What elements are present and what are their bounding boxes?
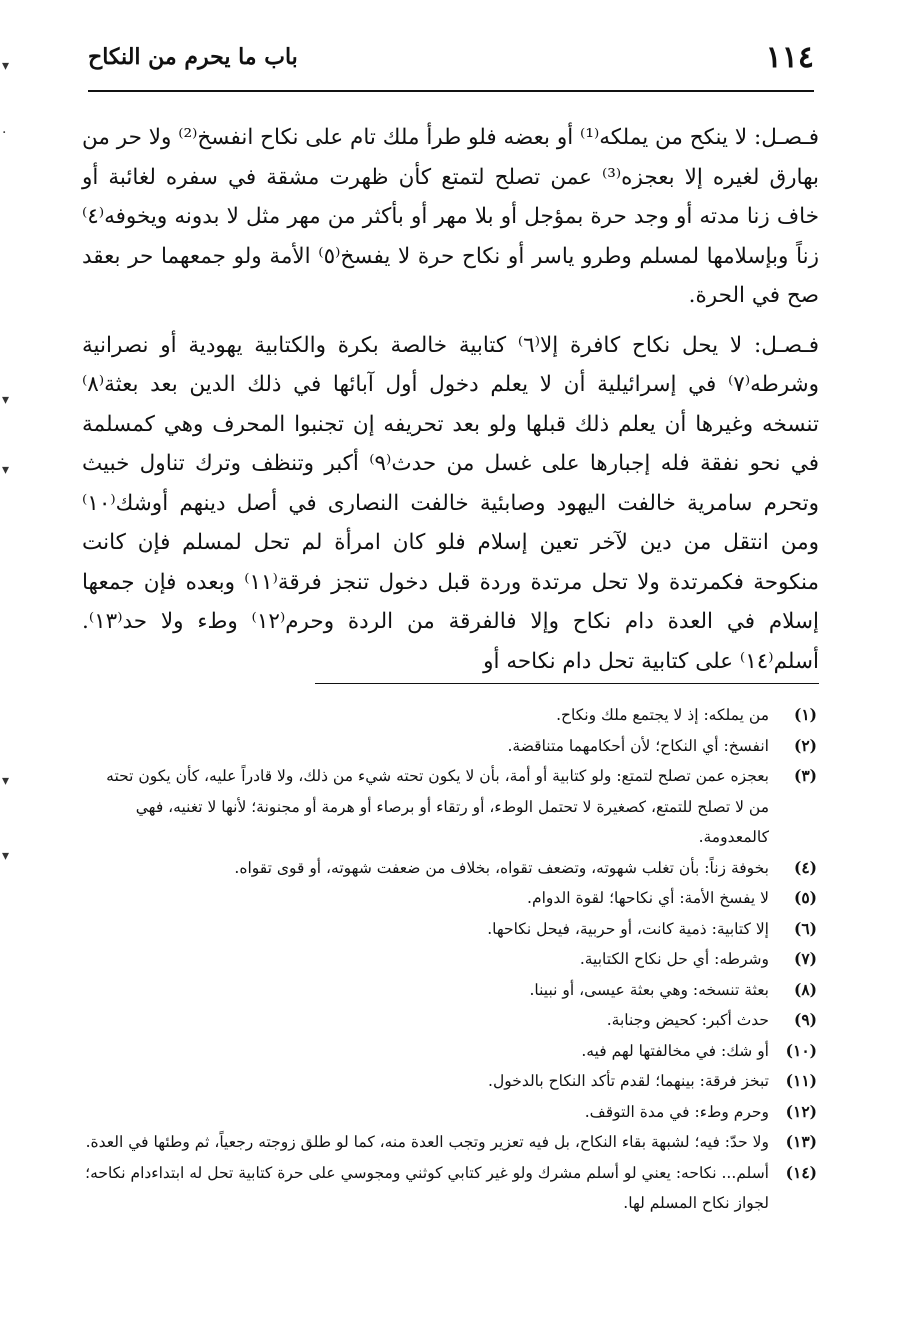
running-title: باب ما يحرم من النكاح <box>88 44 298 70</box>
footnote-number: (١١) <box>785 1071 817 1090</box>
footnote-divider <box>315 683 819 684</box>
footnote-item <box>82 914 817 945</box>
footnote-text: بعثة تنسخه: وهي بعثة عيسى، أو نبينا. <box>529 980 769 999</box>
footnote-text: بعجزه عمن تصلح لتمتع: ولو كتابية أو أمة، بأن لا يكون تحته شيء من ذلك، ولا قادراً عليه، كأن يكون تحته من لا تصلح للتمتع، كصغيرة لا تحتمل الوطء، أو رتقاء أو برصاء أو هرمة أو مجنونة؛ لأنها لا تغنيه، فهي كالمعدومة. <box>106 767 769 846</box>
footnote-text: ولا حدّ: فيه؛ لشبهة بقاء النكاح، بل فيه تعزير وتجب العدة منه، كما لو طلق زوجته رجعياً، ثم وطئها في العدة. <box>85 1133 769 1151</box>
footnote-text: من يملكه: إذ لا يجتمع ملك ونكاح. <box>556 706 769 724</box>
footnote-number: (٥) <box>793 888 817 907</box>
footnote-text: حدث أكبر: كحيض وجنابة. <box>606 1011 769 1029</box>
footnote-item <box>82 853 817 884</box>
margin-mark: ▾ <box>2 462 10 478</box>
footnote-item <box>82 975 817 1006</box>
footnote-item <box>82 731 817 762</box>
footnote-text: إلا كتابية: ذمية كانت، أو حربية، فيحل نكاحها. <box>487 919 769 938</box>
margin-mark: ▾ <box>2 848 10 864</box>
footnote-text: تبخز فرقة: بينهما؛ لقدم تأكد النكاح بالدخول. <box>488 1072 769 1090</box>
footnote-number: (١٠) <box>785 1040 817 1060</box>
footnote-item <box>82 700 817 731</box>
footnote-number: (١٤) <box>785 1162 817 1182</box>
footnote-text: وحرم وطء: في مدة التوقف. <box>584 1102 769 1121</box>
footnote-item <box>82 1036 817 1067</box>
footnote-text: لا يفسخ الأمة: أي نكاحها؛ لقوة الدوام. <box>527 889 769 907</box>
footnote-item <box>82 1097 817 1128</box>
footnote-item <box>82 1066 817 1097</box>
footnote-number: (٨) <box>793 979 817 999</box>
footnote-number: (٦) <box>793 918 817 938</box>
footnote-item <box>82 883 817 914</box>
margin-mark: · <box>2 125 7 141</box>
section-paragraph: فـصـل: لا ينكح من يملكه⁽¹⁾ أو بعضه فلو طرأ ملك تام على نكاح انفسخ⁽²⁾ ولا حر من بهارق لغيره إلا بعجزه⁽³⁾ عمن تصلح لتمتع كأن ظهرت مشقة في سفره لغائبة أو خاف زنا مدته أو وجد حرة بمؤجل أو بلا مهر أو بأكثر من مهر مثل لا بدونه ويخوفه⁽٤⁾ زناً وبإسلامها لمسلم وطرو ياسر أو نكاح حرة لا يفسخ⁽٥⁾ الأمة ولو جمعهما حر بعقد صح في الحرة. <box>82 125 819 308</box>
footnote-item <box>82 1127 817 1158</box>
page-header <box>88 30 814 92</box>
footnote-item <box>82 1158 817 1219</box>
footnotes-list <box>82 700 817 1219</box>
footnote-number: (١) <box>793 705 817 724</box>
footnote-text: أو شك: في مخالفتها لهم فيه. <box>581 1041 769 1060</box>
margin-mark: ▾ <box>2 773 10 789</box>
footnote-item <box>82 761 817 853</box>
footnote-number: (٣) <box>793 766 817 785</box>
footnote-number: (٢) <box>793 735 817 755</box>
footnote-number: (٩) <box>793 1010 817 1029</box>
footnote-number: (١٢) <box>785 1101 817 1121</box>
footnote-text: وشرطه: أي حل نكاح الكتابية. <box>579 950 769 968</box>
footnote-text: بخوفة زناً: بأن تغلب شهوته، وتضعف تقواه، بخلاف من ضعفت شهوته، أو قوى تقواه. <box>234 858 769 877</box>
footnote-item <box>82 1005 817 1036</box>
margin-mark: ▾ <box>2 58 10 74</box>
footnote-number: (٧) <box>793 949 817 968</box>
footnote-text: أسلم... نكاحه: يعني لو أسلم مشرك ولو غير كتابي كوثني ومجوسي على حرة كتابية تحل له ابتداءدام نكاحه؛ لجواز نكاح المسلم لها. <box>85 1163 769 1212</box>
margin-mark: ▾ <box>2 392 10 408</box>
page-number: ١١٤ <box>765 40 814 75</box>
footnote-number: (١٣) <box>785 1132 817 1151</box>
footnote-number: (٤) <box>793 857 817 877</box>
main-text <box>82 118 819 691</box>
footnote-text: انفسخ: أي النكاح؛ لأن أحكامهما متناقضة. <box>507 736 769 755</box>
footnote-item <box>82 944 817 975</box>
section-paragraph: فـصـل: لا يحل نكاح كافرة إلا⁽٦⁾ كتابية خالصة بكرة والكتابية يهودية أو نصرانية وشرطه⁽٧⁾ في إسرائيلية أن لا يعلم دخول أول آبائها في ذلك الدين بعد بعثة⁽٨⁾ تنسخه وغيرها أن يعلم ذلك قبلها ولو بعد تحريفه إن تجنبوا المحرف وهي كمسلمة في نحو نفقة فله إجبارها على غسل من حدث⁽٩⁾ أكبر وتنظف وترك تناول خبيث وتحرم سامرية خالفت اليهود وصابئية خالفت النصارى في أصل دينهم أوشك⁽١٠⁾ ومن انتقل من دين لآخر تعين إسلام فلو كان امرأة لم تحل لمسلم فإن كانت منكوحة فكمرتدة ولا تحل مرتدة وردة قبل دخول تنجز فرقة⁽١١⁾ وبعده فإن جمعها إسلام في العدة دام نكاح وإلا فالفرقة من الردة وحرم⁽١٢⁾ وطء ولا حد⁽١٣⁾. أسلم⁽١٤⁾ على كتابية تحل دام نكاحه أو <box>82 332 819 674</box>
